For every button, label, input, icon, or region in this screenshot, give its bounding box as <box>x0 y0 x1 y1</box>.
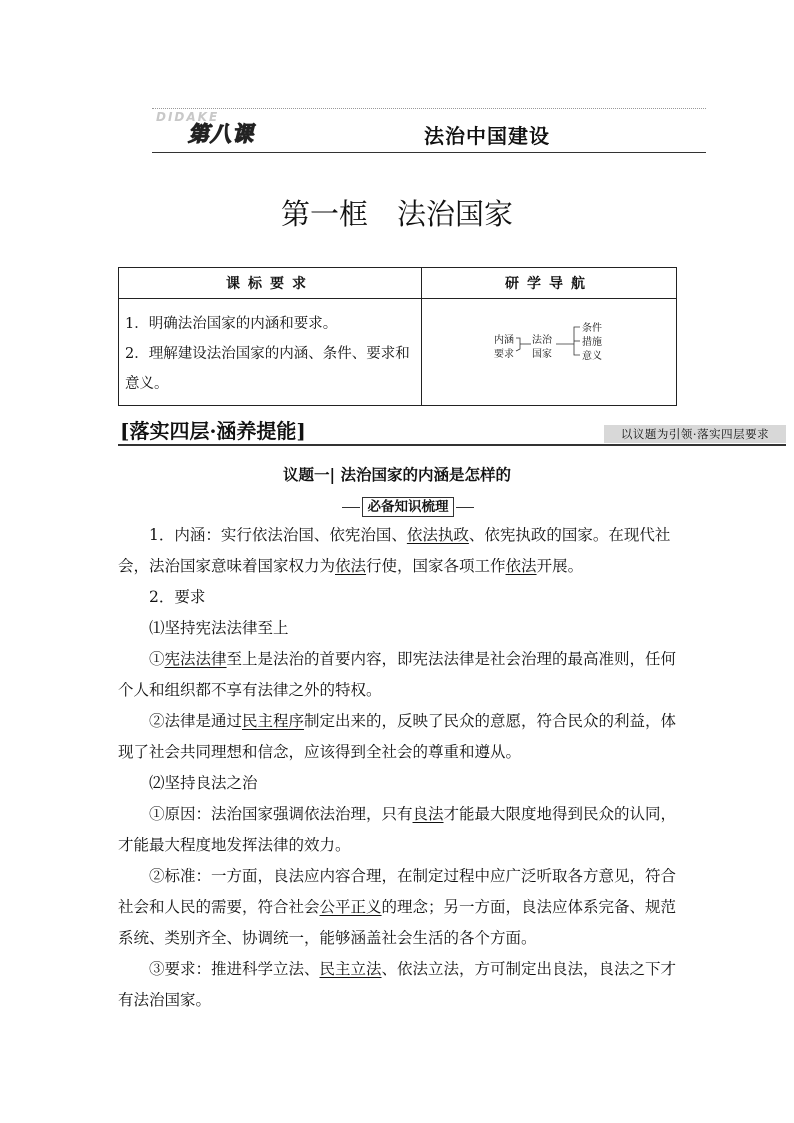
blank-answer: 依法执政 <box>406 526 469 544</box>
header-rule <box>152 152 706 153</box>
knowledge-label-text: 必备知识梳理 <box>360 497 456 517</box>
paragraph-point: ①原因：法治国家强调依法治理，只有良法才能最大限度地得到民众的认同，才能最大程度地发挥法律的效力。 <box>118 805 677 854</box>
header-dotted-rule <box>152 108 706 109</box>
section-banner: [落实四层·涵养提能] <box>120 419 306 443</box>
requirement-item: 2．理解建设法治国家的内涵、条件、要求和意义。 <box>125 346 410 392</box>
paragraph-definition: 1．内涵：实行依法治国、依宪治国、依法执政、依宪执政的国家。在现代社会，法治国家意味着国家权力为依法行使，国家各项工作依法开展。 <box>118 526 671 575</box>
navigation-cell <box>422 299 677 406</box>
concept-map <box>494 323 634 371</box>
map-node-cuoshi: 措施 <box>582 337 602 348</box>
requirements-cell <box>119 299 422 406</box>
paragraph-point: ③要求：推进科学立法、民主立法、依法立法，方可制定出良法，良法之下才有法治国家。 <box>118 960 677 1009</box>
paragraph-subheading-2: ⑵坚持良法之治 <box>149 774 258 792</box>
section-tag: 以议题为引领·落实四层要求 <box>604 425 786 443</box>
table-header-navigation: 研学导航 <box>422 268 677 299</box>
page-title: 第一框 法治国家 <box>280 197 513 231</box>
blank-answer: 宪法法律 <box>164 650 227 668</box>
blank-answer: 依法 <box>505 557 537 575</box>
blank-answer: 公平正义 <box>319 898 382 916</box>
map-node-yiyi: 意义 <box>582 351 602 362</box>
lesson-number: 第八课 <box>188 122 254 146</box>
lesson-title: 法治中国建设 <box>424 124 550 148</box>
topic-heading: 议题一| 法治国家的内涵是怎样的 <box>282 465 512 484</box>
map-node-guojia: 国家 <box>532 349 552 360</box>
concept-map-connectors <box>494 327 634 371</box>
body-content <box>118 520 678 1016</box>
paragraph-requirements-heading: 2．要求 <box>149 588 206 606</box>
curriculum-table <box>118 267 677 406</box>
blank-answer: 依法 <box>335 557 367 575</box>
map-node-tiaojian: 条件 <box>582 323 602 334</box>
table-header-requirements: 课标要求 <box>119 268 422 299</box>
paragraph-point: ②法律是通过民主程序制定出来的，反映了民众的意愿，符合民众的利益，体现了社会共同理想和信念，应该得到全社会的尊重和遵从。 <box>118 712 677 761</box>
paragraph-subheading-1: ⑴坚持宪法法律至上 <box>149 619 289 637</box>
blank-answer: 民主程序 <box>242 712 305 730</box>
map-node-yaoqiu: 要求 <box>494 349 514 360</box>
blank-answer: 良法 <box>412 805 444 823</box>
requirement-item: 1．明确法治国家的内涵和要求。 <box>125 316 338 332</box>
paragraph-point: ①宪法法律至上是法治的首要内容，即宪法法律是社会治理的最高准则，任何个人和组织都不享有法律之外的特权。 <box>118 650 677 699</box>
banner-rule <box>118 444 786 446</box>
knowledge-label-frame <box>362 497 454 517</box>
header-brand-watermark: DIDAKE <box>156 110 220 124</box>
map-node-neihan: 内涵 <box>494 335 514 346</box>
map-node-fazhi: 法治 <box>532 335 552 346</box>
blank-answer: 民主立法 <box>319 960 382 978</box>
knowledge-label <box>342 497 474 517</box>
paragraph-point: ②标准：一方面，良法应内容合理，在制定过程中应广泛听取各方意见，符合社会和人民的需要，符合社会公平正义的理念；另一方面，良法应体系完备、规范系统、类别齐全、协调统一，能够涵盖社会生活的各个方面。 <box>118 867 677 947</box>
